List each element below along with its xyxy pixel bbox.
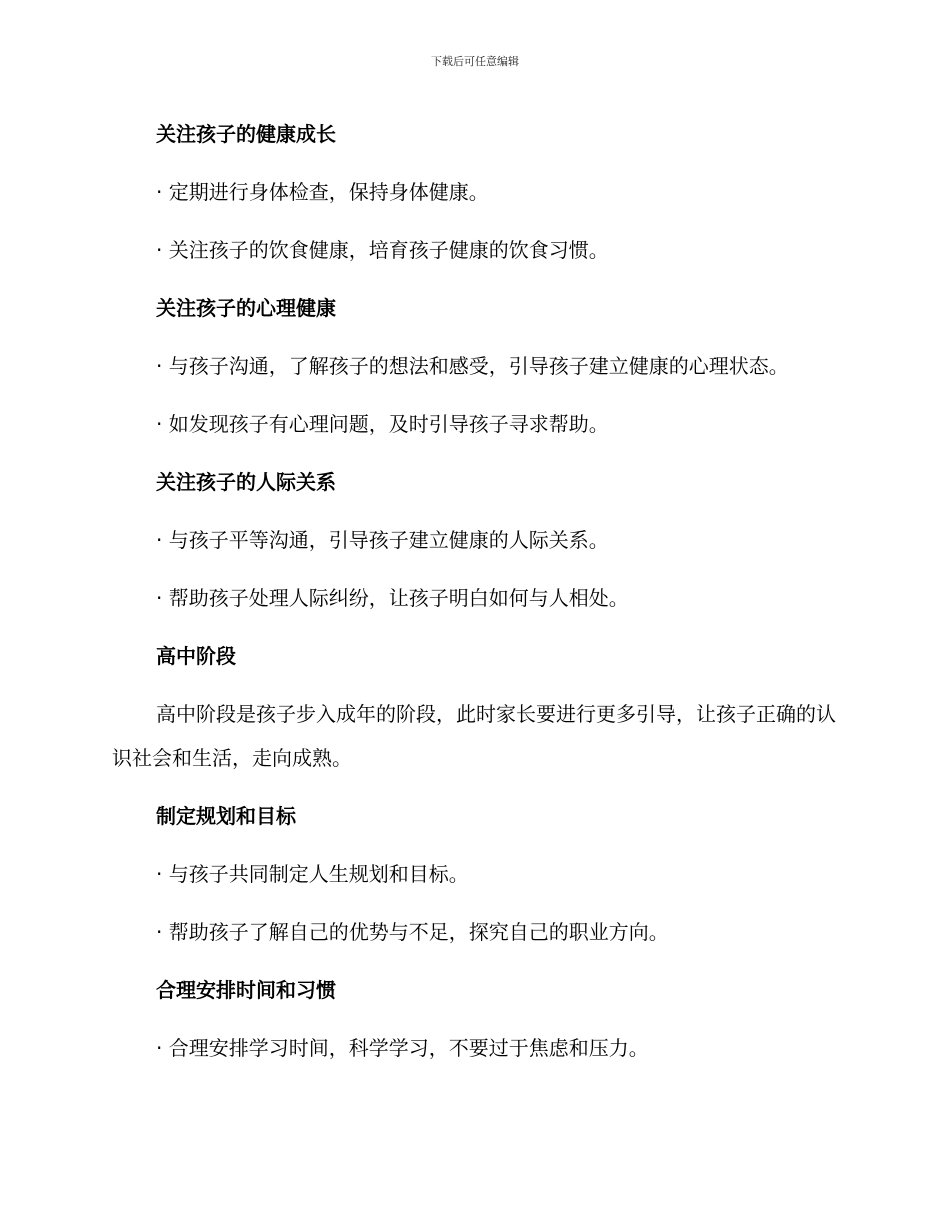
bullet-item: · 如发现孩子有心理问题，及时引导孩子寻求帮助。	[156, 412, 609, 436]
section-heading-relationships: 关注孩子的人际关系	[156, 470, 336, 494]
page-header: 下载后可任意编辑	[431, 55, 519, 68]
section-heading-mental-health: 关注孩子的心理健康	[156, 296, 336, 320]
section-heading-planning: 制定规划和目标	[156, 804, 296, 828]
bullet-item: · 与孩子平等沟通，引导孩子建立健康的人际关系。	[156, 528, 609, 552]
bullet-item: · 合理安排学习时间，科学学习，不要过于焦虑和压力。	[156, 1036, 649, 1060]
section-heading-time-habits: 合理安排时间和习惯	[156, 978, 336, 1002]
bullet-item: · 帮助孩子处理人际纠纷，让孩子明白如何与人相处。	[156, 586, 629, 610]
body-paragraph: 高中阶段是孩子步入成年的阶段，此时家长要进行更多引导，让孩子正确的认识社会和生活，走向成熟。	[112, 702, 836, 770]
bullet-item: · 与孩子沟通，了解孩子的想法和感受，引导孩子建立健康的心理状态。	[156, 354, 789, 378]
section-heading-high-school: 高中阶段	[156, 644, 236, 668]
document-body	[112, 112, 842, 1084]
bullet-item: · 定期进行身体检查，保持身体健康。	[156, 180, 489, 204]
bullet-item: · 与孩子共同制定人生规划和目标。	[156, 862, 469, 886]
bullet-item: · 帮助孩子了解自己的优势与不足，探究自己的职业方向。	[156, 920, 669, 944]
section-heading-health-growth: 关注孩子的健康成长	[156, 122, 336, 146]
bullet-item: · 关注孩子的饮食健康，培育孩子健康的饮食习惯。	[156, 238, 609, 262]
